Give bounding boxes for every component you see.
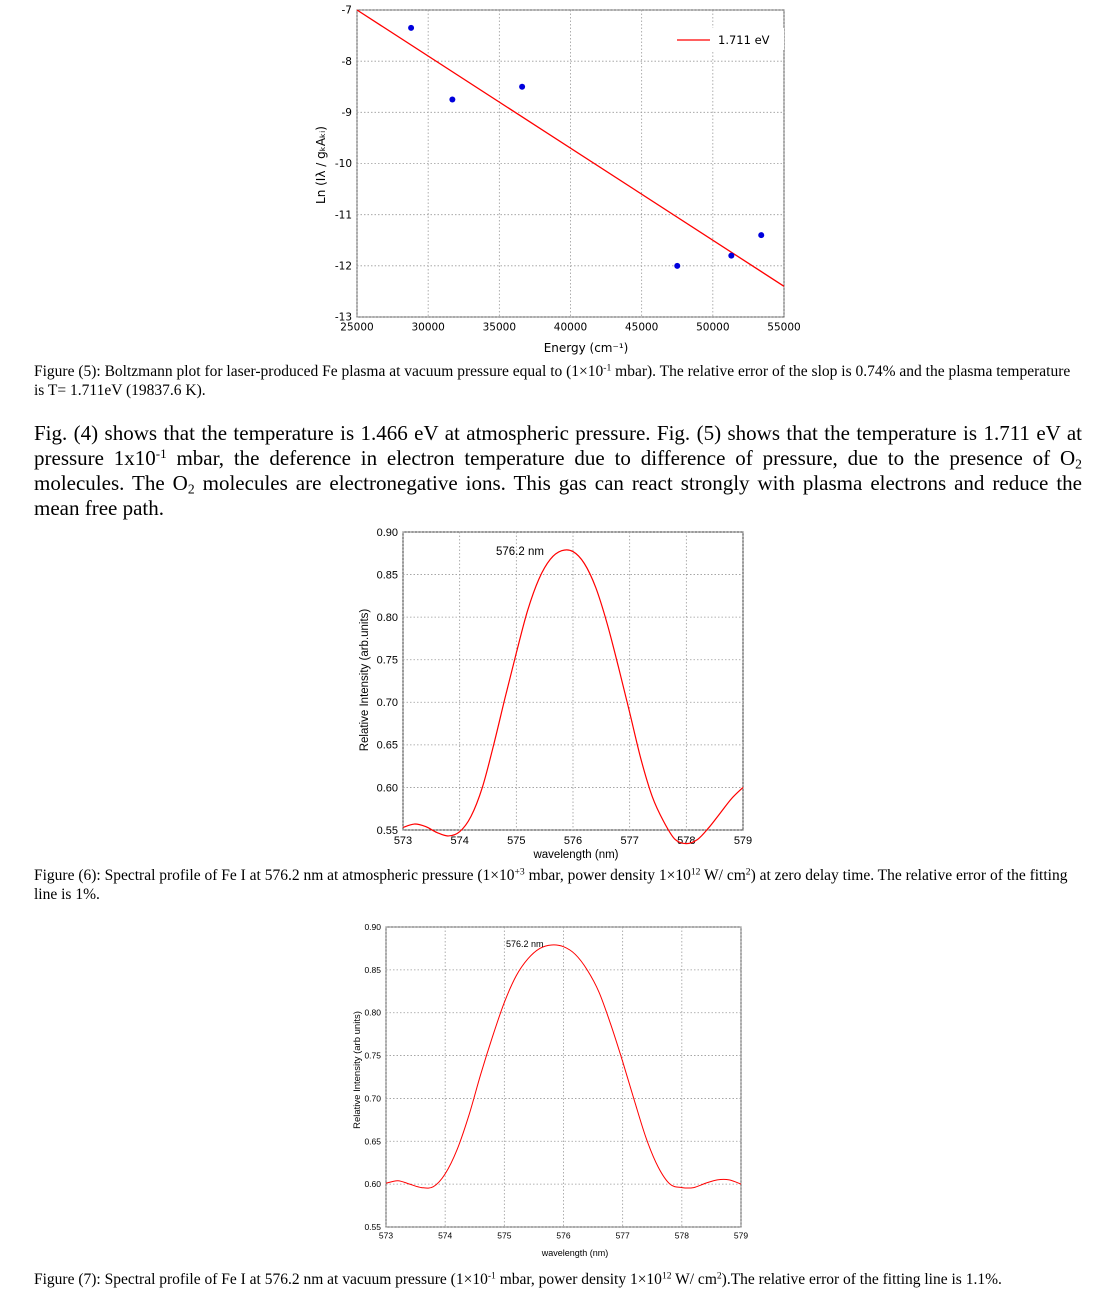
y-tick-label: 0.55 [364,1221,381,1232]
y-tick-label: 0.70 [364,1093,381,1104]
data-point [408,25,414,31]
x-tick-label: 573 [378,1230,394,1241]
y-tick-label: 0.65 [376,739,398,752]
y-tick-label: -9 [341,107,352,120]
y-tick-label: 0.55 [376,824,398,837]
boltzmann-plot [0,0,1116,360]
x-tick-label: 50000 [696,321,730,334]
peak-annotation: 576.2 nm [496,546,544,558]
x-tick-labels [340,322,800,334]
x-tick-label: 30000 [411,321,445,334]
x-axis-label: wavelength (nm) [533,849,619,861]
y-tick-label: 0.80 [364,1007,381,1018]
y-tick-label: 0.75 [376,654,398,667]
data-point [758,232,764,238]
data-point [728,253,734,259]
x-tick-labels [394,835,752,847]
y-tick-label: 0.70 [376,697,398,710]
x-tick-label: 35000 [482,321,517,334]
x-tick-label: 579 [733,1230,749,1241]
x-tick-label: 574 [450,835,469,847]
data-point [449,97,455,103]
x-tick-label: 574 [438,1230,453,1241]
legend [672,28,784,50]
x-tick-label: 55000 [767,321,801,334]
x-tick-labels [379,1231,748,1241]
y-tick-labels [335,5,352,324]
y-tick-label: 0.85 [376,569,398,582]
y-tick-label: 0.60 [376,782,398,795]
spectral-profile-atmospheric [0,520,1116,860]
x-tick-label: 576 [563,835,583,847]
data-point [674,263,680,269]
y-tick-label: -8 [341,55,352,68]
x-tick-label: 577 [620,835,639,847]
x-tick-label: 579 [733,835,753,847]
y-axis-label: Relative Intensity (arb units) [352,1011,363,1129]
x-tick-label: 573 [393,835,413,847]
y-tick-labels [364,922,381,1232]
x-tick-label: 40000 [553,321,588,334]
y-axis-label: Ln (Iλ / gₖAₖᵢ) [314,126,328,204]
y-tick-label: 0.60 [364,1179,381,1190]
data-point [519,84,525,90]
x-tick-label: 575 [497,1230,512,1241]
y-tick-label: 0.90 [364,921,381,932]
y-axis-label: Relative Intensity (arb.units) [359,608,371,752]
gridlines [357,10,784,317]
spectral-profile-vacuum [0,920,1116,1260]
x-tick-label: 578 [677,835,696,847]
y-tick-label: 0.80 [376,611,398,624]
x-tick-label: 575 [507,835,526,847]
y-tick-labels [377,527,398,837]
x-tick-label: 577 [615,1230,630,1241]
y-tick-label: 0.90 [376,526,398,539]
y-tick-label: 0.75 [364,1050,381,1061]
x-tick-label: 578 [674,1230,689,1241]
x-tick-label: 576 [556,1230,571,1241]
y-tick-label: 0.85 [364,964,381,975]
peak-annotation: 576.2 nm [506,939,544,949]
legend-label: 1.711 eV [718,33,770,47]
figure-5-caption: Figure (5): Boltzmann plot for laser-produced Fe plasma at vacuum pressure equal to ($1\times 10^{-1}$ mbar). The relative error of the slop is 0.74% and the plasma temperature is T= 1.711eV (19837.6 K). [34,362,1071,399]
y-tick-label: -10 [334,158,352,171]
y-tick-label: -11 [334,209,352,222]
y-tick-label: -13 [334,311,352,324]
figure-7-caption: Figure (7): Spectral profile of Fe I at 576.2 nm at vacuum pressure ($1\times 10^{-1}$ mbar, power density $1\times 10^{12}$ W/ $cm^2).The$ relative error of the fitting line is 1.1%. [34,1270,1002,1288]
gridlines [403,532,743,830]
y-tick-label: -12 [334,260,352,273]
body-paragraph: Fig. (4) shows that the temperature is 1.466 eV at atmospheric pressure. Fig. (5) shows that the temperature is 1.711 eV at pressure $1x10^{-1}$ mbar, the deference in electron temperature due to difference of pressure, due to the presence of $O_2$ molecules. The $O_2$ molecules are electronegative ions. This gas can react strongly with plasma electrons and reduce the mean free path. [34,421,1083,520]
y-tick-label: 0.65 [364,1136,381,1147]
x-tick-label: 25000 [340,321,374,334]
y-tick-label: -7 [341,4,352,17]
x-axis-label: wavelength (nm) [541,1248,609,1258]
x-axis-label: Energy (cm⁻¹) [543,341,629,355]
figure-6-caption: Figure (6): Spectral profile of Fe I at 576.2 nm at atmospheric pressure ($1\times 10^{+3}$ mbar, power density $1\times 10^{12}$ W/ $cm^2$) at zero delay time. The relative error of the fitting line is 1%. [34,866,1068,903]
x-tick-label: 45000 [624,321,659,334]
